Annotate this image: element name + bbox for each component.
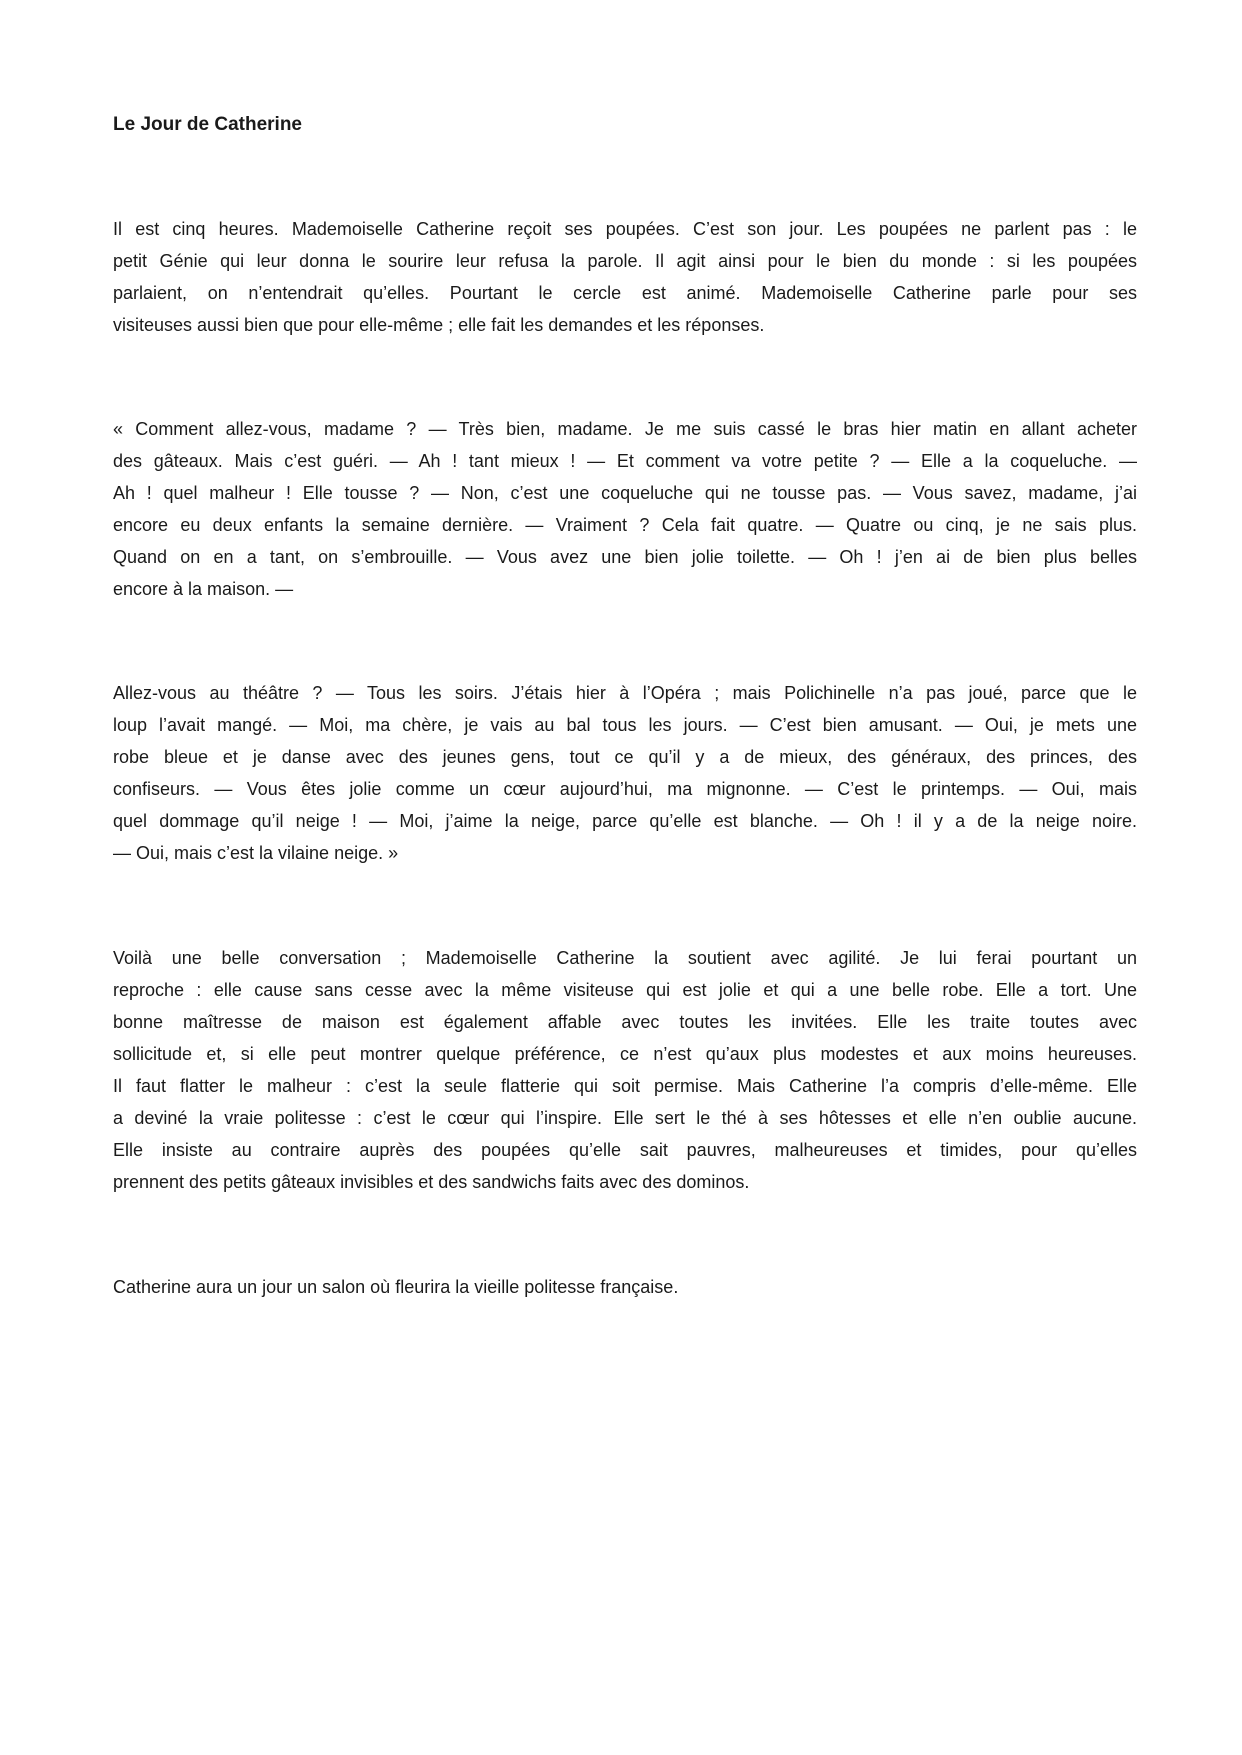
text-line: visiteuses aussi bien que pour elle-même ; elle fait les demandes et les réponses. <box>113 315 765 335</box>
text-line: robe bleue et je danse avec des jeunes gens, tout ce qu’il y a de mieux, des généraux, des princes, des <box>113 747 1137 767</box>
text-line: Catherine aura un jour un salon où fleurira la vieille politesse française. <box>113 1277 679 1297</box>
paragraph-1 <box>113 213 1137 341</box>
text-line: encore à la maison. — <box>113 579 294 599</box>
text-line: — Oui, mais c’est la vilaine neige. » <box>113 843 399 863</box>
text-line: « Comment allez-vous, madame ? — Très bien, madame. Je me suis cassé le bras hier matin en allant acheter <box>113 419 1137 439</box>
text-line: Il est cinq heures. Mademoiselle Catherine reçoit ses poupées. C’est son jour. Les poupées ne parlent pas : le <box>113 219 1137 239</box>
paragraph-5 <box>113 1271 1137 1303</box>
text-line: parlaient, on n’entendrait qu’elles. Pourtant le cercle est animé. Mademoiselle Catherine parle pour ses <box>113 283 1137 303</box>
text-line: quel dommage qu’il neige ! — Moi, j’aime la neige, parce qu’elle est blanche. — Oh ! il y a de la neige noire. <box>113 811 1137 831</box>
paragraph-2 <box>113 413 1137 605</box>
text-line: Ah ! quel malheur ! Elle tousse ? — Non, c’est une coqueluche qui ne tousse pas. — Vous savez, madame, j’ai <box>113 483 1137 503</box>
text-line: Il faut flatter le malheur : c’est la seule flatterie qui soit permise. Mais Catherine l’a compris d’elle-même. Elle <box>113 1076 1137 1096</box>
text-line: confiseurs. — Vous êtes jolie comme un cœur aujourd’hui, ma mignonne. — C’est le printemps. — Oui, mais <box>113 779 1137 799</box>
text-line: sollicitude et, si elle peut montrer quelque préférence, ce n’est qu’aux plus modestes et aux moins heureuses. <box>113 1044 1137 1064</box>
paragraph-3 <box>113 677 1137 869</box>
text-line: Allez-vous au théâtre ? — Tous les soirs. J’étais hier à l’Opéra ; mais Polichinelle n’a pas joué, parce que le <box>113 683 1137 703</box>
text-line: loup l’avait mangé. — Moi, ma chère, je vais au bal tous les jours. — C’est bien amusant. — Oui, je mets une <box>113 715 1137 735</box>
text-line: petit Génie qui leur donna le sourire leur refusa la parole. Il agit ainsi pour le bien du monde : si les poupées <box>113 251 1137 271</box>
text-line: bonne maîtresse de maison est également affable avec toutes les invitées. Elle les traite toutes avec <box>113 1012 1137 1032</box>
text-line: Voilà une belle conversation ; Mademoiselle Catherine la soutient avec agilité. Je lui ferai pourtant un <box>113 948 1137 968</box>
text-line: Quand on en a tant, on s’embrouille. — Vous avez une bien jolie toilette. — Oh ! j’en ai de bien plus belles <box>113 547 1137 567</box>
text-line: des gâteaux. Mais c’est guéri. — Ah ! tant mieux ! — Et comment va votre petite ? — Elle a la coqueluche. — <box>113 451 1137 471</box>
text-line: Elle insiste au contraire auprès des poupées qu’elle sait pauvres, malheureuses et timides, pour qu’elles <box>113 1140 1137 1160</box>
text-line: prennent des petits gâteaux invisibles et des sandwichs faits avec des dominos. <box>113 1172 750 1192</box>
text-line: reproche : elle cause sans cesse avec la même visiteuse qui est jolie et qui a une belle robe. Elle a tort. Une <box>113 980 1137 1000</box>
document-title: Le Jour de Catherine <box>113 114 302 135</box>
paragraph-4 <box>113 942 1137 1198</box>
text-line: a deviné la vraie politesse : c’est le cœur qui l’inspire. Elle sert le thé à ses hôtesses et elle n’en oublie aucune. <box>113 1108 1137 1128</box>
text-line: encore eu deux enfants la semaine dernière. — Vraiment ? Cela fait quatre. — Quatre ou cinq, je ne sais plus. <box>113 515 1137 535</box>
